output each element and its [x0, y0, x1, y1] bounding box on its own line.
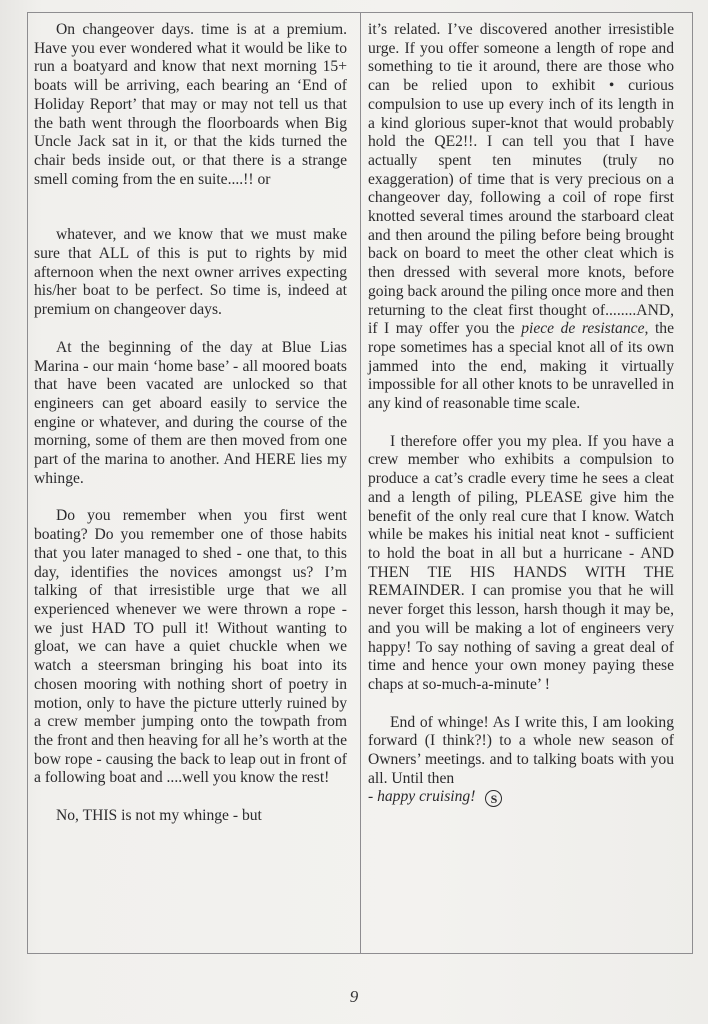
paragraph-blue-lias: At the beginning of the day at Blue Lias Marina - our main ‘home base’ - all moored boats that have been vacated are unlocked so that engineers can get aboard easily to service the engine or whatever, and during the course of the morning, some of them are then moved from one part of the marina to another. And HERE lies my whinge. — [34, 338, 347, 487]
left-column — [34, 21, 347, 826]
paragraph-plea: I therefore offer you my plea. If you have a crew member who exhibits a compulsion to produce a cat’s cradle every time he sees a cleat and a length of piling, PLEASE give him the benefit of the only real cure that I know. Watch while be makes his initial neat knot - sufficient to hold the boat in all but a hurricane - AND THEN TIE HIS HANDS WITH THE REMAINDER. I can promise you that he will never forget this lesson, harsh though it may be, and you will be making a lot of engineers very happy! To say nothing of saving a great deal of time and hence your own money paying these chaps at so-much-a-minute’ ! — [368, 432, 674, 693]
right-column — [368, 21, 674, 807]
signoff-line — [368, 788, 674, 807]
signoff-text: - happy cruising! — [368, 788, 476, 806]
paragraph-first-boating: Do you remember when you first went boating? Do you remember one of those habits that you later managed to shed - one that, to this day, identifies the novices amongst us? I’m talking of that irresistible urge that we all experienced whenever we were thrown a rope - we just HAD TO pull it! Without wanting to gloat, we can have a quiet chuckle when we watch a steersman bringing his boat into its chosen mooring with nothing short of poetry in motion, only to have the picture utterly ruined by a crew member jumping onto the towpath from the front and then heaving for all he’s worth at the bow rope - causing the back to leap out in front of a following boat and ....well you know the rest! — [34, 507, 347, 787]
paragraph-irresistible-urge — [368, 21, 674, 414]
page-number: 9 — [349, 987, 359, 1006]
italic-phrase: piece de resistance, — [521, 320, 649, 338]
column-divider — [360, 12, 361, 954]
paragraph-not-my-whinge: No, THIS is not my whinge - but — [56, 807, 262, 825]
paragraph-changeover: On changeover days. time is at a premium. Have you ever wondered what it would be like to run a boatyard and know that next morning 15+ boats will be arriving, each bearing an ‘End of Holiday Report’ that may or may not tell us that the bath went through the floorboards when Big Uncle Jack sat in it, or that the kids turned the chair beds inside out, or that there is a strange smell coming from the en suite....!! or — [34, 21, 347, 188]
paragraph-whatever: whatever, and we know that we must make sure that ALL of this is put to rights by mid afternoon when the next owner arrives expecting his/her boat to be perfect. So time is, indeed at premium on changeover days. — [34, 226, 347, 319]
seal-logo-icon: S — [485, 790, 502, 807]
paragraph-end-of-whinge: End of whinge! As I write this, I am looking forward (I think?!) to a whole new season of Owners’ meetings. and to talking boats with you all. Until then — [368, 713, 674, 787]
text-segment: the rope sometimes has a special knot all of its own jammed into the end, making it virtually impossible for all other knots to be unravelled in any kind of reasonable time scale. — [368, 320, 674, 413]
text-segment: it’s related. I’ve discovered another irresistible urge. If you offer someone a length of rope and something to tie it around, there are those who can be relied upon to exhibit • curious compulsion to use up every inch of its length in a kind glorious super-knot that would probably hold the QE2!!. I can tell you that I have actually spent ten minutes (truly no exaggeration) of time that is very precious on a changeover day, following a coil of rope first knotted several times around the starboard cleat and then around the piling before being brought back on board to meet the other cleat which is then dressed with several more knots, before going back around the piling once more and then returning to the cleat first thought of........AND, if I may offer you the — [368, 21, 674, 338]
